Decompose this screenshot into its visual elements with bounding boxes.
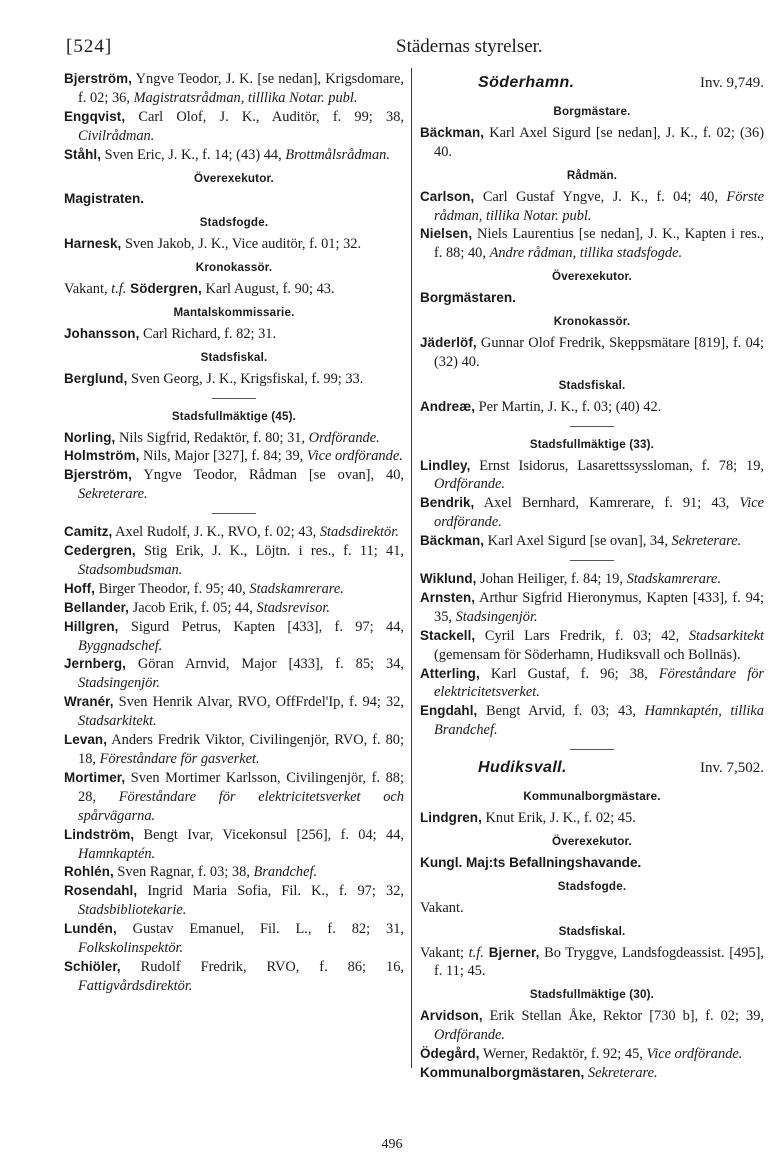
entry: Vakant; t.f. Bjerner, Bo Tryggve, Landsfogdeassist. [495], f. 11; 45.: [420, 944, 764, 980]
entry: Engqvist, Carl Olof, J. K., Auditör, f. 99; 38, Civilrådman.: [64, 108, 404, 144]
section-heading: Överexekutor.: [552, 835, 632, 848]
subheading: Magistraten.: [64, 191, 145, 207]
separator-rule: [212, 398, 256, 399]
entry: Bäckman, Karl Axel Sigurd [se nedan], J. K., f. 02; (36) 40.: [420, 124, 764, 160]
entry: Nielsen, Niels Laurentius [se nedan], J. K., Kapten i res., f. 88; 40, Andre rådman, tillika stadsfogde.: [420, 226, 764, 262]
entry: Hillgren, Sigurd Petrus, Kapten [433], f. 97; 44, Byggnadschef.: [64, 618, 404, 654]
city-inhabitants: Inv. 7,502.: [699, 760, 764, 777]
column-divider: [411, 68, 412, 1068]
entry: Ödegård, Werner, Redaktör, f. 92; 45, Vice ordförande.: [420, 1046, 743, 1063]
section-heading: Överexekutor.: [552, 270, 632, 284]
entry: Arnsten, Arthur Sigfrid Hieronymus, Kapten [433], f. 94; 35, Stadsingenjör.: [420, 589, 764, 625]
entry: Bellander, Jacob Erik, f. 05; 44, Stadsrevisor.: [64, 599, 330, 616]
separator-rule: [570, 560, 614, 561]
section-heading: Kommunalborgmästare.: [523, 790, 661, 804]
city-name: Söderhamn.: [478, 74, 575, 91]
section-heading: Borgmästare.: [553, 105, 631, 118]
section-heading: Stadsfogde.: [199, 216, 269, 230]
section-heading: Mantalskommissarie.: [173, 305, 295, 319]
entry: Bjerström, Yngve Teodor, J. K. [se nedan], Krigsdomare, f. 02; 36, Magistratsrådman, tilllika Notar. publ.: [64, 71, 404, 106]
entry: Andreæ, Per Martin, J. K., f. 03; (40) 42.: [420, 398, 662, 415]
entry: Cedergren, Stig Erik, J. K., Löjtn. i res., f. 11; 41, Stadsombudsman.: [64, 543, 404, 578]
entry: Wranér, Sven Henrik Alvar, RVO, OffFrdel'Ip, f. 94; 32, Stadsarkitekt.: [64, 694, 404, 730]
entry: Rosendahl, Ingrid Maria Sofia, Fil. K., f. 97; 32, Stadsbibliotekarie.: [64, 883, 404, 919]
separator-rule: [570, 749, 614, 750]
entry: Mortimer, Sven Mortimer Karlsson, Civilingenjör, f. 88; 28, Föreståndare för elektricitetsverket och spårvägarna.: [64, 769, 404, 824]
entry: Berglund, Sven Georg, J. K., Krigsfiskal, f. 99; 33.: [64, 370, 364, 387]
section-heading: Rådmän.: [566, 168, 618, 182]
left-column: [64, 70, 404, 996]
section-heading: Kronokassör.: [195, 261, 273, 275]
section-heading: Stadsfogde.: [557, 879, 627, 893]
page-title: Städernas styrelser.: [396, 36, 543, 57]
subheading: Kungl. Maj:ts Befallningshavande.: [420, 854, 642, 870]
page-number: [524]: [66, 36, 113, 57]
entry: Harnesk, Sven Jakob, J. K., Vice auditör, f. 01; 32.: [64, 236, 362, 253]
section-heading: Stadsfiskal.: [558, 924, 626, 938]
entry: Lindley, Ernst Isidorus, Lasarettssyssloman, f. 78; 19, Ordförande.: [420, 457, 764, 493]
entry: Lindgren, Knut Erik, J. K., f. 02; 45.: [420, 810, 636, 827]
entry: Carlson, Carl Gustaf Yngve, J. K., f. 04; 40, Förste rådman, tillika Notar. publ.: [420, 188, 764, 224]
entry: Engdahl, Bengt Arvid, f. 03; 43, Hamnkaptén, tillika Brandchef.: [420, 703, 764, 739]
section-heading: Stadsfiskal.: [200, 350, 268, 364]
entry: Bjerström, Yngve Teodor, Rådman [se ovan], 40, Sekreterare.: [64, 467, 404, 503]
entry: Johansson, Carl Richard, f. 82; 31.: [64, 325, 277, 342]
city-inhabitants: Inv. 9,749.: [699, 75, 764, 91]
footer-page-number: 496: [381, 1137, 403, 1152]
separator-rule: [570, 426, 614, 427]
entry: Holmström, Nils, Major [327], f. 84; 39, Vice ordförande.: [64, 448, 403, 465]
entry: Arvidson, Erik Stellan Åke, Rektor [730 b], f. 02; 39, Ordförande.: [420, 1008, 764, 1044]
entry: Ståhl, Sven Eric, J. K., f. 14; (43) 44, Brottmålsrådman.: [64, 146, 390, 163]
city-heading: [420, 74, 764, 98]
entry: Kommunalborgmästaren, Sekreterare.: [420, 1064, 658, 1081]
entry: Lindström, Bengt Ivar, Vicekonsul [256], f. 04; 44, Hamnkaptén.: [64, 826, 404, 862]
entry: Vakant.: [420, 899, 464, 916]
section-heading: Överexekutor.: [194, 171, 274, 185]
entry: Norling, Nils Sigfrid, Redaktör, f. 80; 31, Ordförande.: [64, 429, 380, 446]
section-heading: Kronokassör.: [553, 315, 631, 329]
entry: Atterling, Karl Gustaf, f. 96; 38, Föreståndare för elektricitetsverket.: [420, 665, 764, 701]
section-heading: Stadsfullmäktige (30).: [529, 988, 655, 1002]
section-heading: Stadsfullmäktige (33).: [529, 437, 655, 451]
section-heading: Stadsfiskal.: [558, 378, 626, 392]
entry: Camitz, Axel Rudolf, J. K., RVO, f. 02; 43, Stadsdirektör.: [64, 524, 399, 541]
page-header: [66, 36, 764, 62]
entry: Stackell, Cyril Lars Fredrik, f. 03; 42, Stadsarkitekt (gemensam för Söderhamn, Hudiksvall och Bollnäs).: [420, 627, 764, 663]
section-heading: Stadsfullmäktige (45).: [171, 409, 297, 423]
separator-rule: [212, 513, 256, 514]
entry: Wiklund, Johan Heiliger, f. 84; 19, Stadskamrerare.: [420, 571, 722, 588]
city-name: Hudiksvall.: [478, 759, 567, 777]
entry: Vakant, t.f. Södergren, Karl August, f. 90; 43.: [64, 281, 335, 298]
entry: Bendrik, Axel Bernhard, Kamrerare, f. 91; 43, Vice ordförande.: [420, 495, 764, 531]
right-column: [420, 70, 764, 1083]
entry: Lundén, Gustav Emanuel, Fil. L., f. 82; 31, Folkskolinspektör.: [64, 921, 404, 957]
entry: Jäderlöf, Gunnar Olof Fredrik, Skeppsmätare [819], f. 04; (32) 40.: [420, 334, 764, 370]
entry: Levan, Anders Fredrik Viktor, Civilingenjör, RVO, f. 80; 18, Föreståndare för gasverket.: [64, 732, 404, 767]
entry: Rohlén, Sven Ragnar, f. 03; 38, Brandchef.: [64, 864, 318, 881]
entry: Hoff, Birger Theodor, f. 95; 40, Stadskamrerare.: [64, 580, 344, 597]
entry: Schiöler, Rudolf Fredrik, RVO, f. 86; 16, Fattigvårdsdirektör.: [64, 958, 404, 994]
subheading: Borgmästaren.: [420, 290, 516, 306]
city-heading: [420, 759, 764, 783]
entry: Jernberg, Göran Arnvid, Major [433], f. 85; 34, Stadsingenjör.: [64, 656, 404, 692]
entry: Bäckman, Karl Axel Sigurd [se ovan], 34, Sekreterare.: [420, 533, 742, 550]
